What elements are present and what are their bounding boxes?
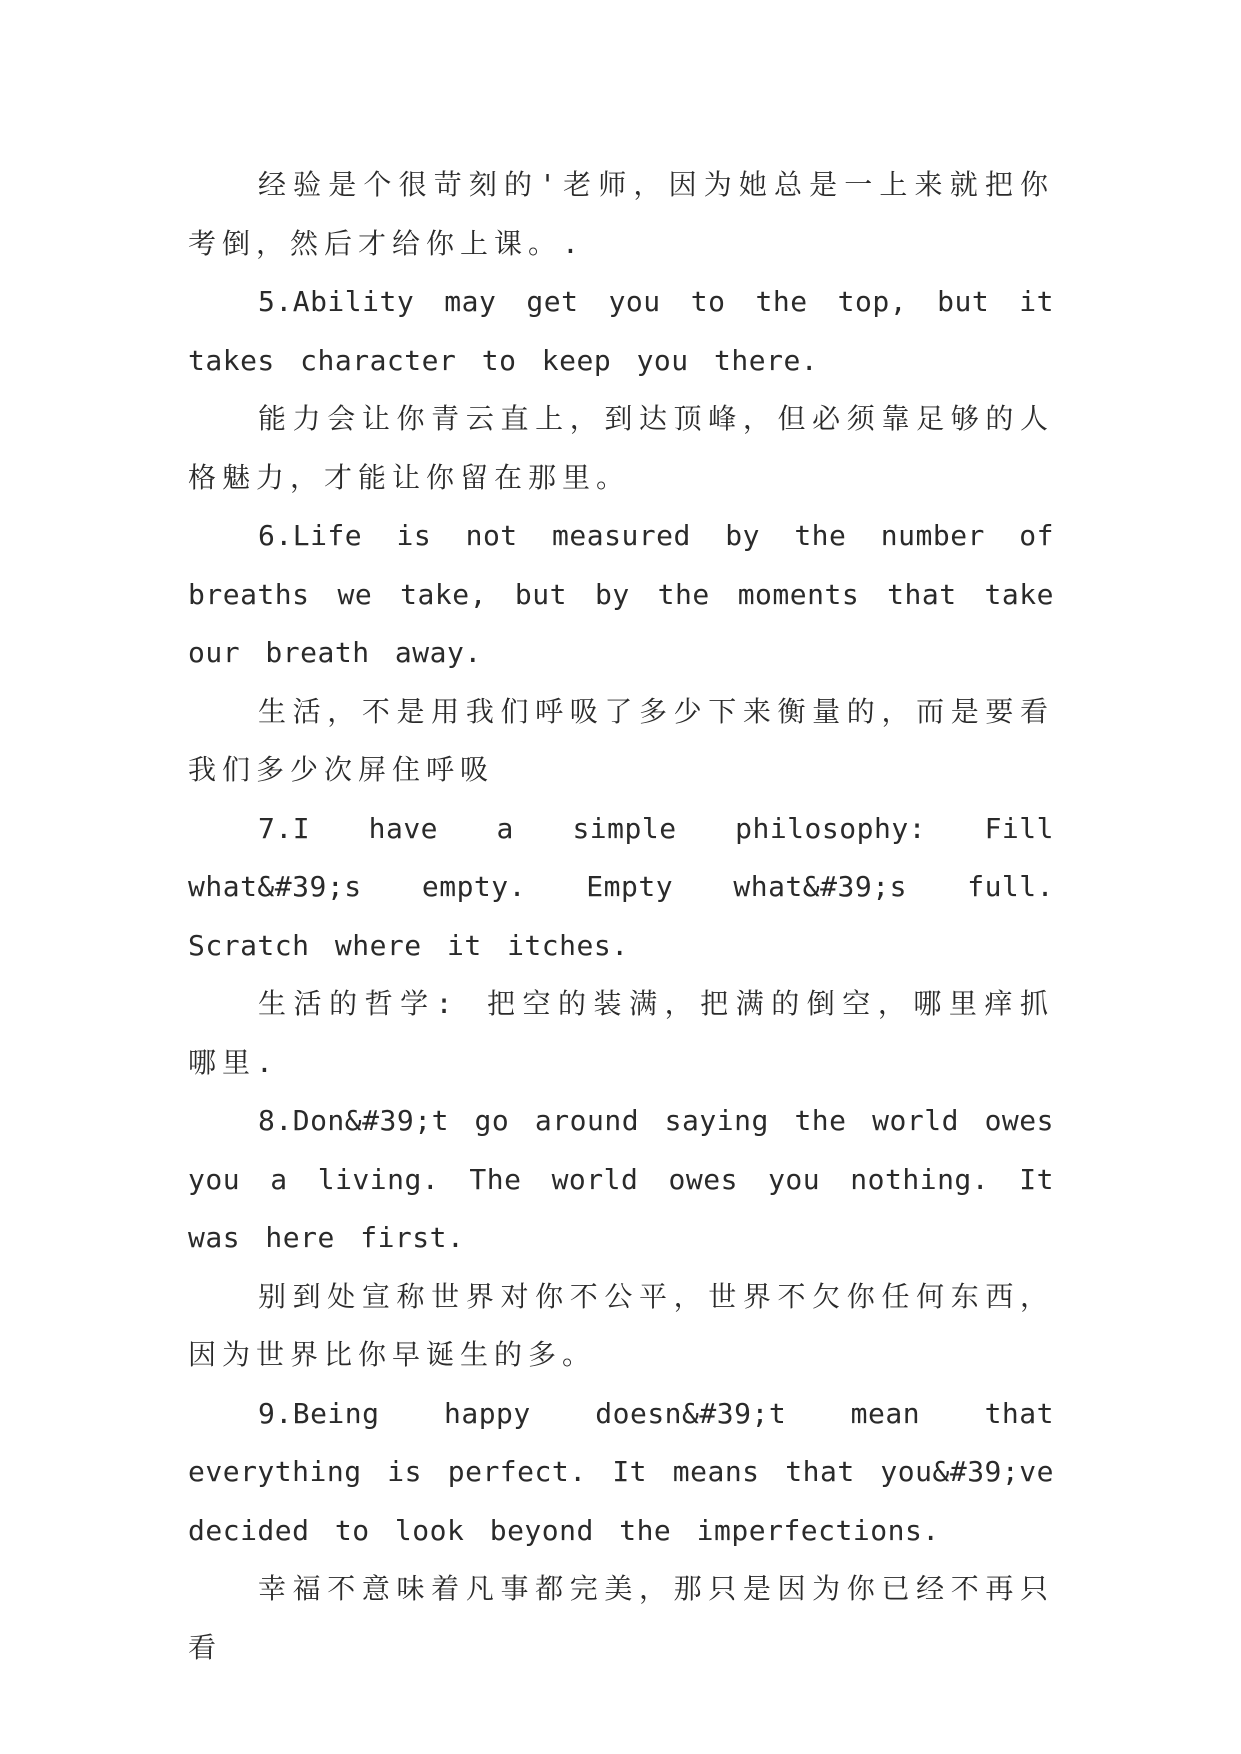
paragraph-zh-5: 能力会让你青云直上，到达顶峰，但必须靠足够的人格魅力，才能让你留在那里。 (188, 402, 1054, 494)
paragraph-zh-7: 生活的哲学: 把空的装满，把满的倒空，哪里痒抓哪里. (188, 987, 1054, 1079)
paragraph-en-8: 8.Don&#39;t go around saying the world owes you a living. The world owes you nothing. It was here first. (188, 1104, 1054, 1254)
paragraph-en-7: 7.I have a simple philosophy: Fill what&#39;s empty. Empty what&#39;s full. Scratch where it itches. (188, 811, 1054, 962)
paragraph-zh-1: 经验是个很苛刻的'老师，因为她总是一上来就把你考倒，然后才给你上课。. (188, 168, 1054, 260)
document-body (188, 156, 1054, 1677)
paragraph-en-9: 9.Being happy doesn&#39;t mean that everything is perfect. It means that you&#39;ve decided to look beyond the imperfections. (188, 1396, 1054, 1547)
paragraph-en-6: 6.Life is not measured by the number of breaths we take, but by the moments that take our breath away. (188, 519, 1054, 669)
paragraph-zh-8: 别到处宣称世界对你不公平，世界不欠你任何东西，因为世界比你早诞生的多。 (188, 1279, 1054, 1371)
paragraph-zh-9: 幸福不意味着凡事都完美，那只是因为你已经不再只看 (188, 1572, 1054, 1664)
paragraph-en-5: 5.Ability may get you to the top, but it takes character to keep you there. (188, 285, 1054, 377)
paragraph-zh-6: 生活，不是用我们呼吸了多少下来衡量的，而是要看我们多少次屏住呼吸 (188, 694, 1054, 786)
